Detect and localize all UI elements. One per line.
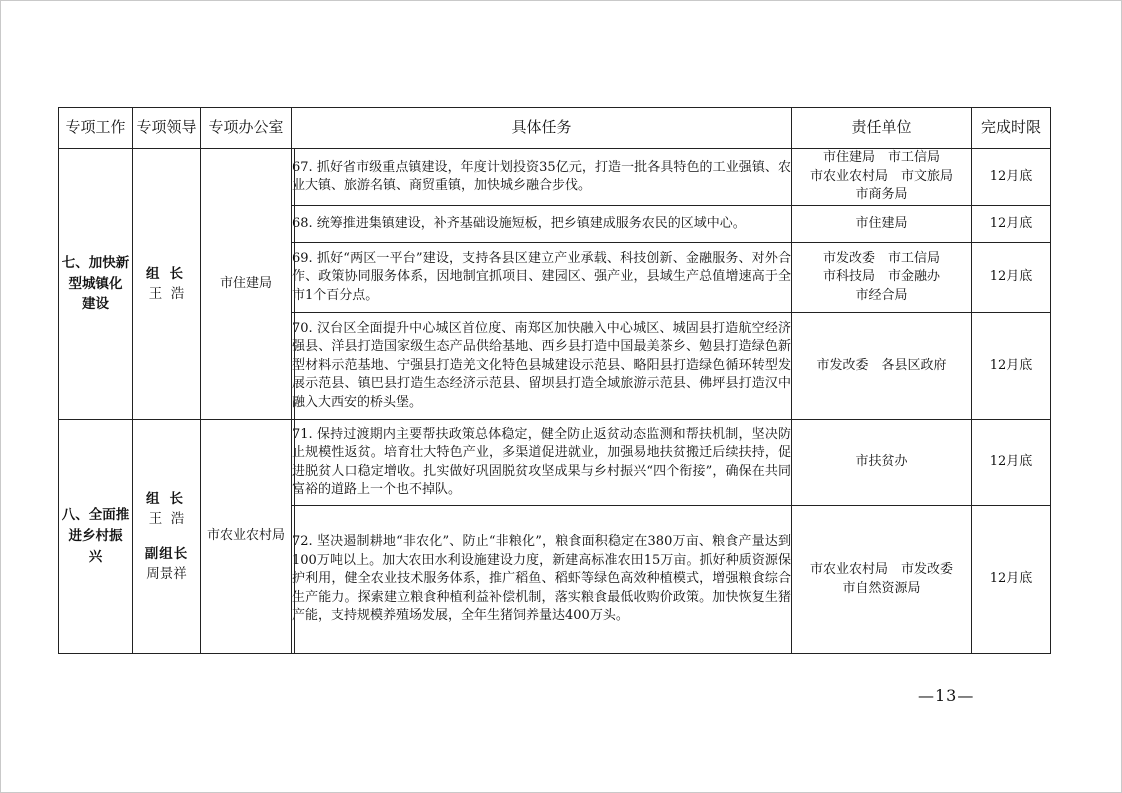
office-cell-8: 市农业农村局	[201, 420, 292, 654]
leader-role: 组长	[146, 491, 193, 507]
unit-line: 市科技局 市金融办	[822, 269, 940, 285]
header-specific-task: 具体任务	[292, 108, 792, 149]
table-row	[59, 149, 1051, 206]
table-row	[59, 420, 1051, 506]
unit-67	[792, 149, 972, 206]
task-72: 72. 坚决遏制耕地“非农化”、防止“非粮化”，粮食面积稳定在380万亩、粮食产量达到100万吨以上。加大农田水利设施建设力度，新建高标准农田15万亩。抓好种质资源保护利用，健全农业技术服务体系，推广稻鱼、稻虾等绿色高效种植模式，增强粮食综合生产能力。探索建立粮食种植利益补偿机制，落实粮食最低收购价政策。加快恢复生猪产能，支持规模养殖场发展，全年生猪饲养量达400万头。	[292, 506, 792, 654]
header-special-leader: 专项领导	[133, 108, 201, 149]
task-70: 70. 汉台区全面提升中心城区首位度、南郑区加快融入中心城区、城固县打造航空经济强县、洋县打造国家级生态产品供给基地、西乡县打造中国最美茶乡、勉县打造绿色新型材料示范基地、宁强县打造羌文化特色县城建设示范县、略阳县打造绿色循环转型发展示范县、镇巴县打造生态经济示范县、留坝县打造全域旅游示范县、佛坪县打造汉中融入大西安的桥头堡。	[292, 313, 792, 420]
section-line: 兴	[88, 548, 103, 565]
deadline-72: 12月底	[972, 506, 1051, 654]
unit-line: 市农业农村局 市发改委	[809, 562, 953, 578]
leader-name: 王 浩	[148, 511, 185, 528]
section-line: 进乡村振	[68, 528, 123, 545]
deputy-leader-role: 副组长	[144, 545, 189, 562]
header-deadline: 完成时限	[972, 108, 1051, 149]
unit-line: 市扶贫办	[855, 454, 908, 470]
deadline-68: 12月底	[972, 206, 1051, 243]
section-line: 型城镇化	[68, 275, 123, 292]
deputy-leader-name: 周景祥	[146, 565, 187, 582]
leader-name: 王 浩	[148, 286, 185, 302]
header-row	[59, 108, 1051, 149]
unit-72	[792, 506, 972, 654]
unit-line: 市住建局 市工信局	[822, 150, 940, 166]
section-cell-7	[59, 149, 133, 420]
unit-71	[792, 420, 972, 506]
deadline-67: 12月底	[972, 149, 1051, 206]
task-69: 69. 抓好“两区一平台”建设，支持各县区建立产业承载、科技创新、金融服务、对外合作、政策协同服务体系，因地制宜抓项目、建园区、强产业，县域生产总值增速高于全市1个百分点。	[292, 243, 792, 313]
unit-line: 市发改委 市工信局	[822, 250, 940, 266]
section-line: 建设	[82, 296, 109, 313]
unit-line: 市住建局	[855, 215, 908, 231]
deadline-69: 12月底	[972, 243, 1051, 313]
leader-cell-8	[133, 420, 201, 654]
task-68: 68. 统筹推进集镇建设，补齐基础设施短板，把乡镇建成服务农民的区域中心。	[292, 206, 792, 243]
unit-line: 市农业农村局 市文旅局	[809, 168, 953, 184]
unit-line: 市商务局	[855, 187, 908, 203]
header-special-work: 专项工作	[59, 108, 133, 149]
page-number: —13—	[918, 686, 975, 705]
unit-70	[792, 313, 972, 420]
task-table	[58, 107, 1051, 654]
leader-role: 组长	[146, 265, 193, 282]
header-special-office: 专项办公室	[201, 108, 292, 149]
unit-line: 市经合局	[855, 287, 908, 303]
office-cell-7: 市住建局	[201, 149, 292, 420]
unit-68	[792, 206, 972, 243]
deadline-71: 12月底	[972, 420, 1051, 506]
section-line: 七、加快新	[61, 254, 130, 271]
task-67: 67. 抓好省市级重点镇建设，年度计划投资35亿元，打造一批各具特色的工业强镇、农业大镇、旅游名镇、商贸重镇，加快城乡融合步伐。	[292, 149, 792, 206]
unit-69	[792, 243, 972, 313]
section-line: 八、全面推	[61, 507, 130, 524]
task-71: 71. 保持过渡期内主要帮扶政策总体稳定，健全防止返贫动态监测和帮扶机制，坚决防止规模性返贫。培育壮大特色产业，多渠道促进就业，加强易地扶贫搬迁后续扶持，促进脱贫人口稳定增收。扎实做好巩固脱贫攻坚成果与乡村振兴“四个衔接”，确保在共同富裕的道路上一个也不掉队。	[292, 420, 792, 506]
section-cell-8	[59, 420, 133, 654]
unit-line: 市发改委 各县区政府	[816, 357, 947, 373]
header-responsible-unit: 责任单位	[792, 108, 972, 149]
leader-cell-7	[133, 149, 201, 420]
deadline-70: 12月底	[972, 313, 1051, 420]
unit-line: 市自然资源局	[842, 580, 921, 596]
